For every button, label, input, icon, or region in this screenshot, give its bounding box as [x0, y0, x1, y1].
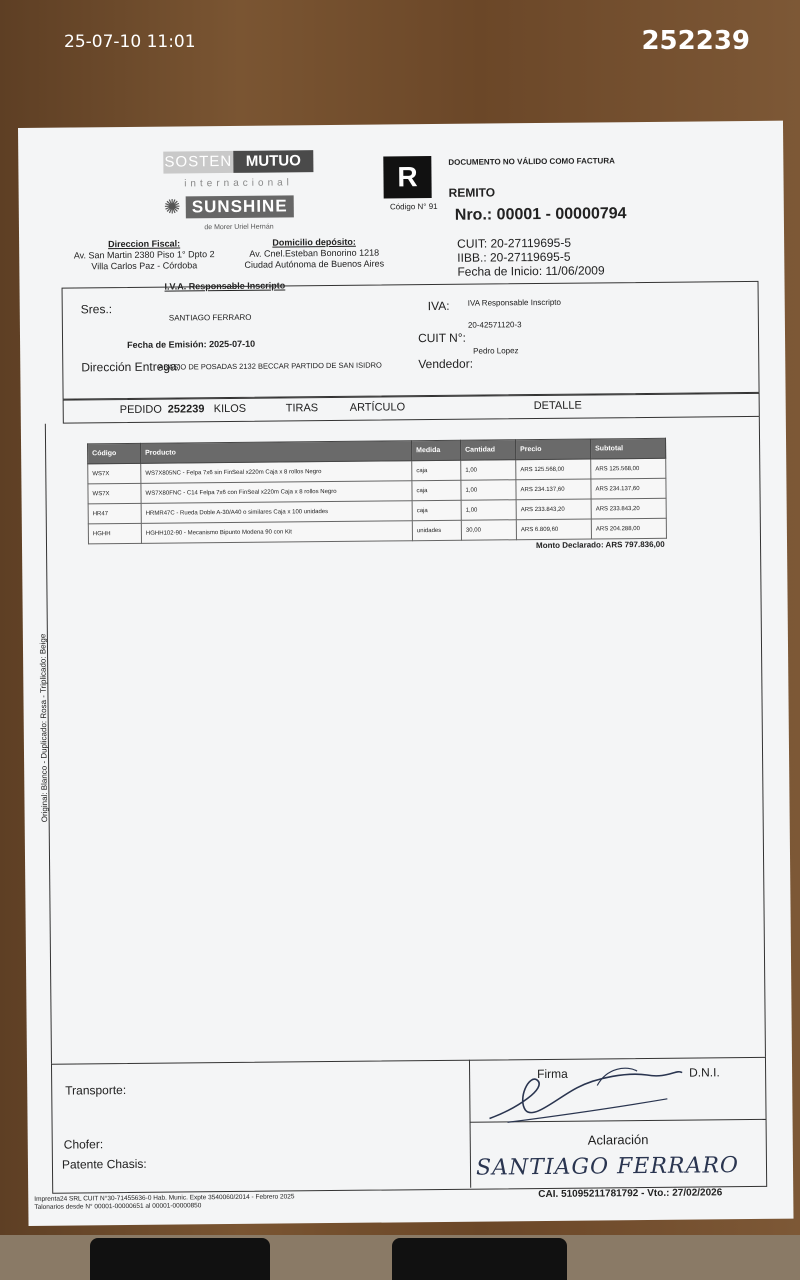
- doc-type: REMITO: [448, 185, 496, 200]
- tiras-label: TIRAS: [285, 402, 319, 415]
- shoe-left: [90, 1238, 270, 1280]
- fiscal-address-title: Direccion Fiscal:: [108, 238, 181, 250]
- cell-codigo: HR47: [88, 503, 141, 524]
- copy-color-note: Original: Blanco - Duplicado: Rosa - Triplicado: Beige: [38, 633, 50, 823]
- cell-precio: ARS 234.137,60: [516, 479, 591, 500]
- seller-label: Vendedor:: [418, 356, 474, 372]
- not-valid-notice: DOCUMENTO NO VÁLIDO COMO FACTURA: [448, 156, 615, 167]
- cell-subtotal: ARS 234.137,60: [591, 478, 666, 499]
- cell-producto: WS7X805NC - Felpa 7x6 sin FinSeal x220m Caja x 8 rollos Negro: [141, 461, 412, 484]
- iva-label: IVA:: [427, 298, 450, 314]
- transporte-label: Transporte:: [65, 1083, 127, 1098]
- sres-value: SANTIAGO FERRARO: [168, 312, 252, 323]
- photo-timestamp: 25-07-10 11:01: [64, 32, 196, 52]
- remito-document: [18, 121, 794, 1226]
- cell-precio: ARS 125.568,00: [516, 459, 591, 480]
- items-table: [87, 438, 667, 545]
- issuer-cuit: CUIT: 20-27119695-5: [457, 235, 572, 251]
- issue-date: Fecha de Emisión: 2025-07-10: [127, 338, 256, 350]
- articulo-label: ARTÍCULO: [349, 401, 406, 414]
- letter-code: Código N° 91: [389, 201, 438, 212]
- customer-box: [62, 281, 760, 400]
- fiscal-address-line1: Av. San Martin 2380 Piso 1° Dpto 2: [73, 249, 215, 261]
- sunshine-text: SUNSHINE: [186, 195, 294, 218]
- seller-value: Pedro Lopez: [473, 346, 519, 356]
- doc-number: Nro.: 00001 - 00000794: [454, 205, 627, 224]
- cell-precio: ARS 233.843,20: [516, 499, 591, 520]
- issuer-start-date: Fecha de Inicio: 11/06/2009: [457, 263, 605, 279]
- company-logo-top: [163, 150, 313, 173]
- iva-value: IVA Responsable Inscripto: [467, 297, 561, 308]
- letter-box: R: [383, 156, 431, 198]
- pedido-number: 252239: [167, 403, 205, 416]
- col-producto: Producto: [141, 441, 412, 464]
- cell-codigo: HGHH: [88, 523, 141, 544]
- cell-medida: caja: [412, 460, 461, 480]
- fiscal-info: [59, 236, 399, 272]
- logo-text-mutuo: MUTUO: [233, 150, 313, 173]
- customer-cuit-value: 20-42571120-3: [467, 320, 522, 330]
- deposit-line1: Av. Cnel.Esteban Bonorino 1218: [249, 247, 380, 259]
- deposit-line2: Ciudad Autónoma de Buenos Aires: [244, 258, 385, 270]
- cell-producto: HRMR47C - Rueda Doble A-30/A40 o similares Caja x 100 unidades: [141, 501, 412, 524]
- cell-codigo: WS7X: [88, 463, 141, 484]
- logo-text-sosten: SOSTEN: [163, 151, 233, 174]
- sres-label: Sres.:: [80, 302, 113, 317]
- cell-precio: ARS 6.809,60: [516, 519, 591, 540]
- deposit-title: Domicilio depósito:: [272, 236, 356, 248]
- signature-icon: [477, 1057, 688, 1129]
- logo-internacional: internacional: [184, 177, 293, 190]
- issuer-tax-info: [457, 235, 605, 278]
- sunshine-logo: [164, 193, 314, 220]
- cell-cantidad: 1,00: [461, 480, 516, 501]
- cell-codigo: WS7X: [88, 483, 141, 504]
- handwritten-name: SANTIAGO FERRARO: [475, 1153, 740, 1181]
- issuer-iibb: IIBB.: 20-27119695-5: [457, 249, 571, 265]
- logo-owner: de Morer Uriel Hernán: [204, 223, 274, 232]
- declared-total: Monto Declarado: ARS 797.836,00: [535, 539, 665, 551]
- aclaracion-label: Aclaración: [587, 1131, 649, 1148]
- cell-subtotal: ARS 233.843,20: [591, 498, 666, 519]
- dni-label: D.N.I.: [689, 1065, 720, 1080]
- col-precio: Precio: [516, 439, 591, 460]
- delivery-address-label: Dirección Entrega:: [81, 359, 181, 375]
- customer-cuit-label: CUIT N°:: [417, 330, 467, 346]
- cell-medida: caja: [412, 500, 461, 520]
- shoe-right: [392, 1238, 567, 1280]
- printer-info: [34, 1193, 294, 1211]
- cai-number: CAI. 51095211781792 - Vto.: 27/02/2026: [538, 1187, 723, 1201]
- cell-medida: caja: [412, 480, 461, 500]
- cell-cantidad: 30,00: [461, 520, 516, 541]
- iva-condition: I.V.A. Responsable Inscripto: [164, 280, 286, 292]
- patente-label: Patente Chasis:: [61, 1156, 147, 1172]
- cell-cantidad: 1,00: [461, 500, 516, 521]
- cell-cantidad: 1,00: [461, 460, 516, 481]
- firma-label: Firma: [537, 1066, 568, 1082]
- pedido-label: PEDIDO: [119, 403, 162, 417]
- printer-line2: Talonarios desde N° 00001-00000651 al 00001-00000850: [34, 1202, 202, 1211]
- cell-producto: HGHH102-90 - Mecanismo Bipunto Modena 90 con Kit: [141, 521, 412, 544]
- col-cantidad: Cantidad: [461, 440, 516, 461]
- chofer-label: Chofer:: [63, 1137, 104, 1152]
- col-codigo: Código: [88, 443, 141, 464]
- kilos-label: KILOS: [213, 402, 247, 416]
- col-subtotal: Subtotal: [591, 438, 666, 459]
- detalle-label: DETALLE: [533, 399, 582, 413]
- delivery-address-value: ABASIO DE POSADAS 2132 BECCAR PARTIDO DE SAN ISIDRO: [158, 360, 382, 372]
- cell-subtotal: ARS 204.288,00: [591, 518, 666, 539]
- cell-subtotal: ARS 125.568,00: [591, 458, 666, 479]
- sun-icon: ✺: [163, 196, 181, 219]
- fiscal-address-line2: Villa Carlos Paz - Córdoba: [91, 260, 198, 272]
- printer-line1: Imprenta24 SRL CUIT N°30-71455636-0 Hab. Munic. Expte 3540060/2014 - Febrero 2025: [34, 1193, 295, 1203]
- cell-medida: unidades: [412, 520, 461, 540]
- cell-producto: WS7X80FNC - C14 Felpa 7x6 con FinSeal x220m Caja x 8 rollos Negro: [141, 481, 412, 504]
- photo-id: 252239: [641, 26, 750, 56]
- col-medida: Medida: [412, 440, 461, 460]
